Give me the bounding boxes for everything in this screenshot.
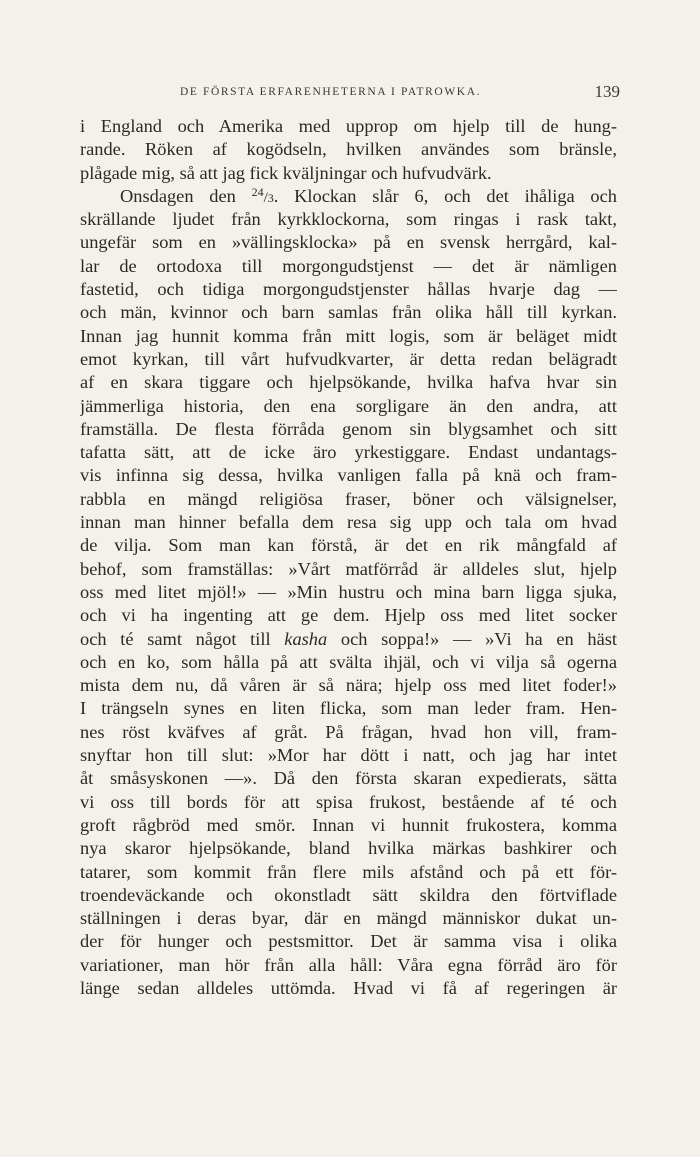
text-line: groft rågbröd med smör. Innan vi hunnit frukostera, komma xyxy=(80,814,617,835)
text-line: emot kyrkan, till vårt hufvudkvarter, är detta redan belägradt xyxy=(80,348,617,369)
text-line: Innan jag hunnit komma från mitt logis, som är beläget midt xyxy=(80,325,617,346)
text-line: tatarer, som kommit från flere mils afstånd och på ett för- xyxy=(80,861,617,882)
date-suffix: . Klockan slår 6, och det ihåliga och xyxy=(273,185,617,206)
date-prefix: Onsdagen den xyxy=(120,185,252,206)
text-line: länge sedan alldeles uttömda. Hvad vi få af regeringen är xyxy=(80,977,617,998)
text-line: vi oss till bords för att spisa frukost, bestående af té och xyxy=(80,791,617,812)
text-line: mista dem nu, då våren är så nära; hjelp oss med litet foder!» xyxy=(80,675,617,696)
italic-word-kasha: kasha xyxy=(284,628,328,649)
text-line: tafatta sätt, att de icke äro yrkestiggare. Endast undantags- xyxy=(80,442,617,463)
page-number: 139 xyxy=(594,82,620,101)
line-segment: och soppa!» — »Vi ha en häst xyxy=(327,628,617,649)
text-line: lar de ortodoxa till morgongudstjenst — det är nämligen xyxy=(80,255,617,276)
text-line: plågade mig, så att jag fick kväljningar och hufvudvärk. xyxy=(80,162,492,183)
text-line: framställa. De flesta förråda genom sin blygsamhet och sitt xyxy=(80,418,617,439)
text-line: af en skara tiggare och hjelpsökande, hvilka hafva hvar sin xyxy=(80,372,617,393)
text-line: vis infinna sig dessa, hvilka vanligen falla på knä och fram- xyxy=(80,465,617,486)
text-line xyxy=(80,628,617,651)
text-line: snyftar hon till slut: »Mor har dött i natt, och jag har intet xyxy=(80,745,617,766)
text-line: I trängseln synes en liten flicka, som man leder fram. Hen- xyxy=(80,698,617,719)
date-fraction-numerator: 24 xyxy=(251,184,264,199)
text-line: behof, som framställas: »Vårt matförråd är alldeles slut, hjelp xyxy=(80,558,617,579)
text-line: skrällande ljudet från kyrkklockorna, som ringas i rask takt, xyxy=(80,209,617,230)
text-line: åt småsyskonen —». Då den första skaran expedierats, sätta xyxy=(80,768,617,789)
text-line: ställningen i deras byar, där en mängd människor dukat un- xyxy=(80,908,617,929)
line-segment: och té samt något till xyxy=(80,628,285,649)
text-line: jämmerliga historia, den ena sorgligare än den andra, att xyxy=(80,395,617,416)
date-fraction-denominator: 3 xyxy=(267,190,274,205)
text-line: och män, kvinnor och barn samlas från olika håll till kyrkan. xyxy=(80,302,617,323)
text-line: de vilja. Som man kan förstå, är det en rik mångfald af xyxy=(80,535,617,556)
text-line: rabbla en mängd religiösa fraser, böner och välsignelser, xyxy=(80,488,617,509)
text-line: i England och Amerika med upprop om hjelp till de hung- xyxy=(80,116,617,136)
text-line: troendeväckande och okonstladt sätt skildra den förtviflade xyxy=(80,884,617,905)
text-line: oss med litet mjöl!» — »Min hustru och mina barn ligga sjuka, xyxy=(80,581,617,602)
text-line: och vi ha ingenting att ge dem. Hjelp oss med litet socker xyxy=(80,605,617,626)
text-line: fastetid, och tidiga morgongudstjenster hållas hvarje dag — xyxy=(80,279,617,300)
running-head xyxy=(80,82,620,106)
running-title: DE FÖRSTA ERFARENHETERNA I PATROWKA. xyxy=(180,86,482,98)
text-line: rande. Röken af kogödseln, hvilken användes som bränsle, xyxy=(80,139,617,160)
text-line: variationer, man hör från alla håll: Våra egna förråd äro för xyxy=(80,954,617,975)
date-fraction-slash: / xyxy=(263,189,268,206)
text-line: och en ko, som hålla på att svälta ihjäl, och vi vilja så ogerna xyxy=(80,651,617,672)
body-text xyxy=(80,115,617,1000)
text-line: ungefär som en »vällingsklocka» på en svensk herrgård, kal- xyxy=(80,232,617,253)
text-line xyxy=(80,185,617,208)
text-line: nya skaror hjelpsökande, bland hvilka märkas bashkirer och xyxy=(80,838,617,859)
text-line: innan man hinner befalla dem resa sig upp och tala om hvad xyxy=(80,512,617,533)
text-line: nes röst kväfves af gråt. På frågan, hvad hon vill, fram- xyxy=(80,721,617,742)
text-line: der för hunger och pestsmittor. Det är samma visa i olika xyxy=(80,931,617,952)
